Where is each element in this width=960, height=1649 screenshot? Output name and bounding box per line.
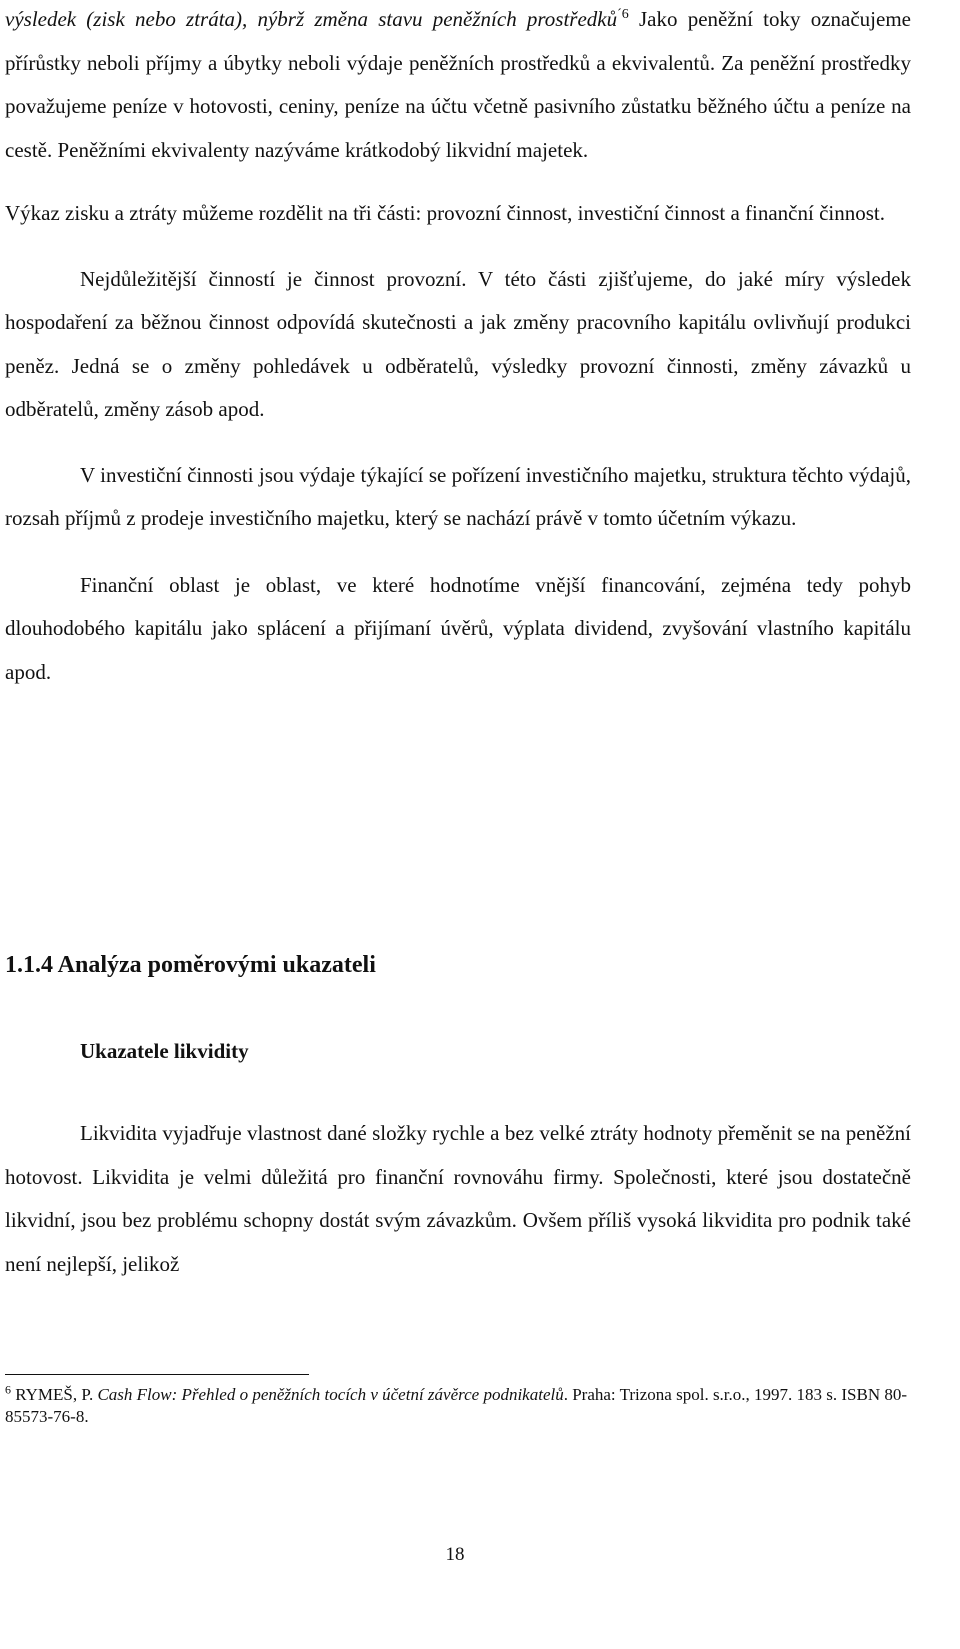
page-number: 18 (445, 1544, 465, 1565)
paragraph-text: Jako peněžní toky označujeme přírůstky neboli příjmy a úbytky neboli výdaje peněžních prostředků a ekvivalentů. Za peněžní prostředky považujeme peníze v hotovosti, ceniny, peníze na účtu včetně pasivního zůstatku běžného účtu a peníze na cestě. Peněžními ekvivalenty nazýváme krátkodobý likvidní majetek. (5, 7, 911, 162)
paragraph-operating-activity: Nejdůležitější činností je činnost provozní. V této části zjišťujeme, do jaké míry výsledek hospodaření za běžnou činnost odpovídá skutečnosti a jak změny pracovního kapitálu ovlivňují produkci peněz. Jedná se o změny pohledávek u odběratelů, výsledky provozní činnosti, změny závazků u odběratelů, změny zásob apod. (5, 266, 911, 421)
footnote-title: Cash Flow: Přehled o peněžních tocích v účetní závěrce podnikatelů (97, 1385, 564, 1404)
footnote-publication: . Praha: Trizona spol. s.r.o., 1997. 183 s. ISBN 80-85573-76-8. (5, 1385, 908, 1426)
paragraph-cash-flow-definition (5, 0, 911, 172)
footnote-number: 6 (5, 1382, 11, 1397)
footnote-reference: ´6 (617, 7, 629, 22)
paragraph-liquidity: Likvidita vyjadřuje vlastnost dané složky rychle a bez velké ztráty hodnoty přeměnit se na peněžní hotovost. Likvidita je velmi důležitá pro finanční rovnováhu firmy. Společnosti, které jsou dostatečně likvidní, jsou bez problému schopny dostát svým závazkům. Ovšem příliš vysoká likvidita pro podnik také není nejlepší, jelikož (5, 1121, 911, 1276)
paragraph-financing-activity: Finanční oblast je oblast, ve které hodnotíme vnější financování, zejména tedy pohyb dlouhodobého kapitálu jako splácení a přijímaní úvěrů, výplata dividend, zvyšování vlastního kapitálu apod. (5, 572, 911, 684)
footnote-separator (5, 1374, 309, 1375)
document-body (5, 0, 911, 694)
footnote (5, 1384, 911, 1428)
paragraph-investing-activity: V investiční činnosti jsou výdaje týkající se pořízení investičního majetku, struktura těchto výdajů, rozsah příjmů z prodeje investičního majetku, který se nachází právě v tomto účetním výkazu. (5, 462, 911, 530)
subsection-heading: Ukazatele likvidity (80, 1039, 249, 1063)
paragraph-statement-parts: Výkaz zisku a ztráty můžeme rozdělit na tři části: provozní činnost, investiční činnost a finanční činnost. (5, 201, 885, 225)
liquidity-section (5, 1112, 911, 1286)
section-heading: 1.1.4 Analýza poměrovými ukazateli (5, 952, 376, 978)
italic-lead-text: výsledek (zisk nebo ztráta), nýbrž změna stavu peněžních prostředků (5, 7, 618, 31)
footnote-author: RYMEŠ, P. (11, 1385, 98, 1404)
